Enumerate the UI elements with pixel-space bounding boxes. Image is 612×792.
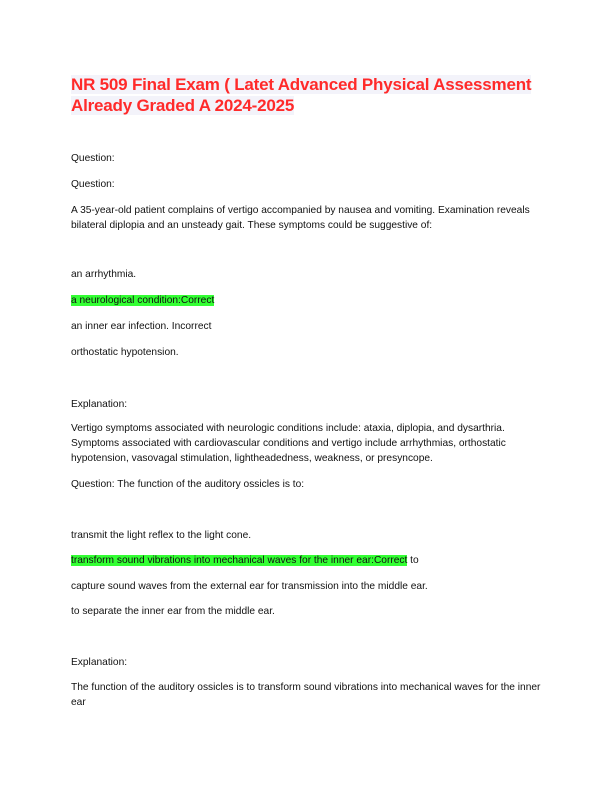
- document-title-text: NR 509 Final Exam ( Latet Advanced Physical Assessment Already Graded A 2024-2025: [71, 75, 532, 115]
- document-title: [71, 74, 541, 116]
- question-label: Question:: [71, 179, 115, 190]
- question-2-option-c: capture sound waves from the external ear for transmission into the middle ear.: [71, 581, 428, 592]
- question-label: Question:: [71, 153, 115, 164]
- question-2-option-d: to separate the inner ear from the middle ear.: [71, 606, 275, 617]
- question-1-option-a: an arrhythmia.: [71, 269, 137, 280]
- question-1-option-b: [71, 294, 214, 308]
- explanation-label: Explanation:: [71, 399, 128, 410]
- correct-answer-highlight: a neurological condition:Correct: [71, 295, 215, 306]
- correct-answer-highlight: transform sound vibrations into mechanical waves for the inner ear:Correct: [71, 555, 408, 566]
- question-2-option-b: [71, 554, 419, 568]
- question-2-option-a: transmit the light reflex to the light cone.: [71, 530, 252, 541]
- explanation-label: Explanation:: [71, 657, 128, 668]
- question-1-explanation: Vertigo symptoms associated with neurologic conditions include: ataxia, diplopia, and dysarthria. Symptoms associated with cardiovascular conditions and vertigo include arrhythmias, orthostatic hypotension, vasovagal stimulation, lightheadedness, weakness, or presyncope.: [71, 423, 506, 464]
- question-2-text: Question: The function of the auditory ossicles is to:: [71, 479, 305, 490]
- option-suffix: to: [407, 555, 419, 566]
- question-1-option-d: orthostatic hypotension.: [71, 347, 179, 358]
- question-1-text: A 35-year-old patient complains of vertigo accompanied by nausea and vomiting. Examination reveals bilateral diplopia and an unsteady gait. These symptoms could be suggestive of:: [71, 205, 530, 231]
- question-1-option-c: an inner ear infection. Incorrect: [71, 321, 212, 332]
- question-2-explanation: The function of the auditory ossicles is to transform sound vibrations into mechanical waves for the inner ear: [71, 682, 541, 708]
